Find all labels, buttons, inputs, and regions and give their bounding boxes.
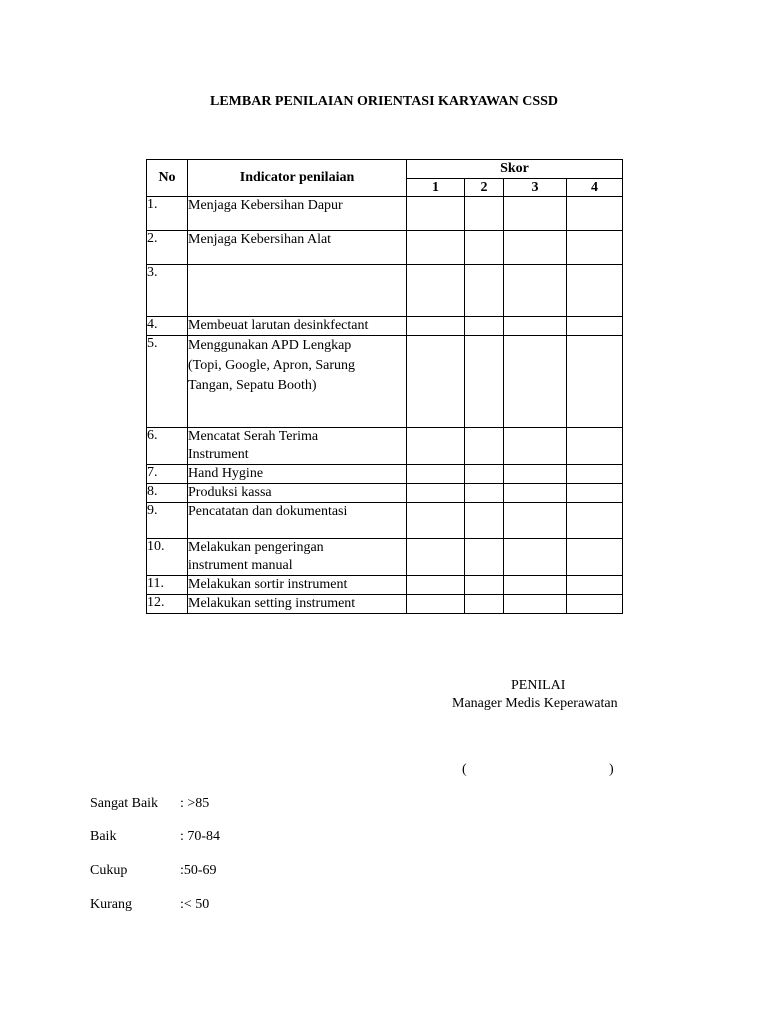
header-score-3: 3 (504, 179, 567, 197)
table-row (147, 428, 623, 465)
score-cell[interactable] (465, 503, 504, 539)
scale-value-baik: : 70-84 (180, 829, 221, 844)
row-indicator (188, 539, 407, 576)
score-cell[interactable] (465, 595, 504, 614)
row-number: 11. (147, 576, 188, 595)
indicator-line: Instrument (188, 447, 249, 462)
score-cell[interactable] (465, 336, 504, 428)
indicator-line: (Topi, Google, Apron, Sarung (188, 358, 356, 373)
indicator-line: instrument manual (188, 558, 293, 573)
row-indicator (188, 428, 407, 465)
score-cell[interactable] (504, 317, 567, 336)
score-cell[interactable] (567, 595, 623, 614)
score-cell[interactable] (567, 265, 623, 317)
score-cell[interactable] (407, 465, 465, 484)
score-cell[interactable] (504, 265, 567, 317)
header-no: No (147, 160, 188, 197)
score-cell[interactable] (465, 317, 504, 336)
score-cell[interactable] (407, 231, 465, 265)
row-indicator (188, 265, 407, 317)
score-cell[interactable] (567, 231, 623, 265)
assessment-table (146, 159, 623, 614)
row-number: 12. (147, 595, 188, 614)
row-number: 1. (147, 197, 188, 231)
row-indicator: Melakukan setting instrument (188, 595, 407, 614)
scale-value-kurang: :< 50 (180, 897, 210, 912)
score-cell[interactable] (504, 336, 567, 428)
table-row (147, 265, 623, 317)
indicator-line: Menggunakan APD Lengkap (188, 338, 352, 353)
table-row (147, 317, 623, 336)
scale-label-sangat-baik: Sangat Baik (90, 796, 159, 811)
row-indicator (188, 336, 407, 428)
row-number: 2. (147, 231, 188, 265)
table-row (147, 595, 623, 614)
signature-open-paren: ( (462, 762, 467, 777)
score-cell[interactable] (567, 336, 623, 428)
scale-value-sangat-baik: : >85 (180, 796, 210, 811)
score-cell[interactable] (465, 465, 504, 484)
score-cell[interactable] (504, 231, 567, 265)
score-cell[interactable] (504, 595, 567, 614)
indicator-line: Tangan, Sepatu Booth) (188, 378, 317, 393)
row-indicator: Hand Hygine (188, 465, 407, 484)
table-row (147, 539, 623, 576)
row-indicator: Pencatatan dan dokumentasi (188, 503, 407, 539)
score-cell[interactable] (504, 576, 567, 595)
indicator-line: Melakukan pengeringan (188, 540, 324, 555)
table-row (147, 336, 623, 428)
signature-close-paren: ) (609, 762, 614, 777)
row-number: 8. (147, 484, 188, 503)
header-score-1: 1 (407, 179, 465, 197)
score-cell[interactable] (504, 484, 567, 503)
header-skor: Skor (407, 160, 623, 179)
score-cell[interactable] (567, 576, 623, 595)
document-title: LEMBAR PENILAIAN ORIENTASI KARYAWAN CSSD (209, 94, 559, 109)
indicator-line: Mencatat Serah Terima (188, 429, 319, 444)
score-cell[interactable] (407, 484, 465, 503)
table-row (147, 484, 623, 503)
score-cell[interactable] (465, 231, 504, 265)
score-cell[interactable] (567, 503, 623, 539)
score-cell[interactable] (465, 197, 504, 231)
row-number: 6. (147, 428, 188, 465)
row-number: 5. (147, 336, 188, 428)
score-cell[interactable] (407, 595, 465, 614)
score-cell[interactable] (504, 503, 567, 539)
row-indicator: Produksi kassa (188, 484, 407, 503)
row-number: 4. (147, 317, 188, 336)
score-cell[interactable] (407, 503, 465, 539)
score-cell[interactable] (567, 428, 623, 465)
table-row (147, 231, 623, 265)
score-cell[interactable] (567, 465, 623, 484)
row-indicator: Membeuat larutan desinkfectant (188, 317, 407, 336)
score-cell[interactable] (504, 539, 567, 576)
scale-value-cukup: :50-69 (180, 863, 217, 878)
scale-label-cukup: Cukup (90, 863, 128, 878)
score-cell[interactable] (567, 484, 623, 503)
row-indicator: Melakukan sortir instrument (188, 576, 407, 595)
score-cell[interactable] (567, 539, 623, 576)
score-cell[interactable] (407, 428, 465, 465)
score-cell[interactable] (407, 197, 465, 231)
score-cell[interactable] (407, 336, 465, 428)
row-number: 3. (147, 265, 188, 317)
score-cell[interactable] (407, 265, 465, 317)
score-cell[interactable] (407, 576, 465, 595)
score-cell[interactable] (407, 539, 465, 576)
scale-label-kurang: Kurang (90, 897, 132, 912)
score-cell[interactable] (465, 576, 504, 595)
assessor-position: Manager Medis Keperawatan (452, 696, 618, 711)
score-cell[interactable] (504, 428, 567, 465)
row-number: 7. (147, 465, 188, 484)
score-cell[interactable] (567, 317, 623, 336)
score-cell[interactable] (504, 465, 567, 484)
row-number: 9. (147, 503, 188, 539)
header-score-2: 2 (465, 179, 504, 197)
row-indicator: Menjaga Kebersihan Alat (188, 231, 407, 265)
score-cell[interactable] (407, 317, 465, 336)
score-cell[interactable] (465, 484, 504, 503)
assessor-label: PENILAI (511, 678, 566, 693)
header-score-4: 4 (567, 179, 623, 197)
score-cell[interactable] (465, 265, 504, 317)
score-cell[interactable] (465, 428, 504, 465)
row-number: 10. (147, 539, 188, 576)
table-row (147, 503, 623, 539)
table-row (147, 197, 623, 231)
row-indicator: Menjaga Kebersihan Dapur (188, 197, 407, 231)
table-row (147, 465, 623, 484)
scale-label-baik: Baik (90, 829, 117, 844)
score-cell[interactable] (567, 197, 623, 231)
table-row (147, 576, 623, 595)
header-indicator: Indicator penilaian (188, 160, 407, 197)
score-cell[interactable] (465, 539, 504, 576)
score-cell[interactable] (504, 197, 567, 231)
